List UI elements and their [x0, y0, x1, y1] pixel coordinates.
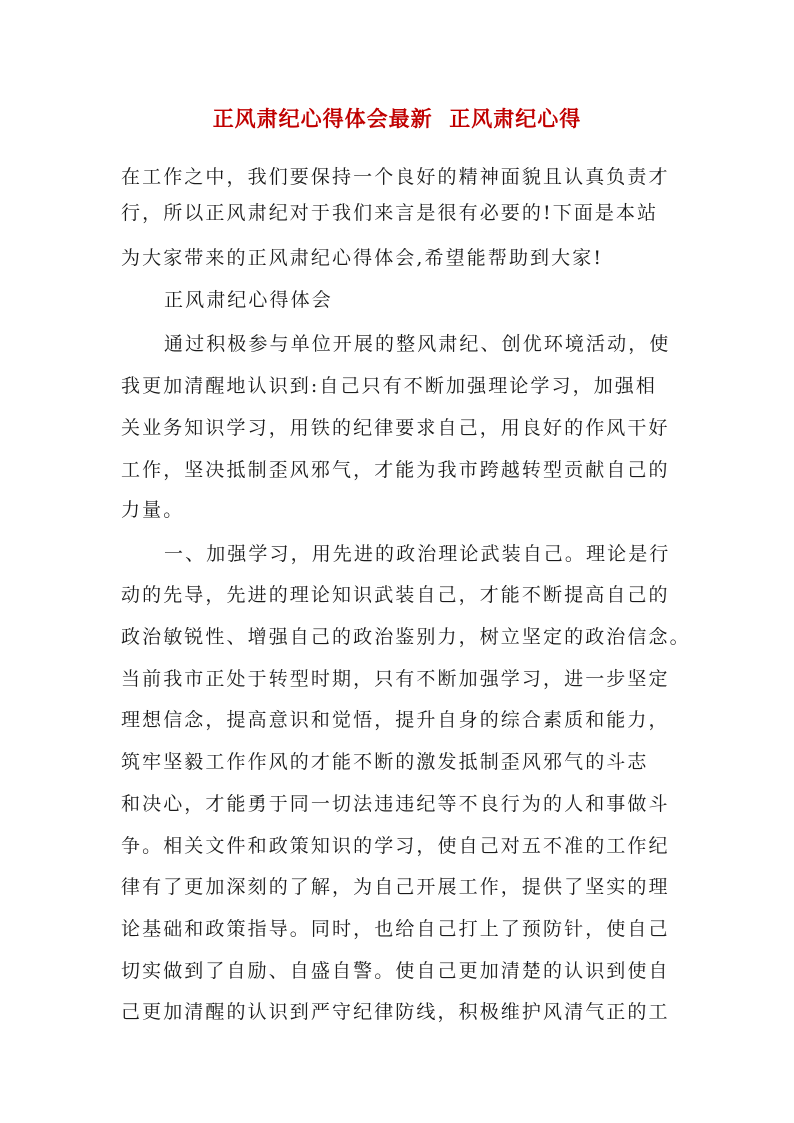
paragraph-line: 争。相关文件和政策知识的学习，使自己对五不准的工作纪 [121, 835, 670, 857]
paragraph-line: 律有了更加深刻的了解，为自己开展工作，提供了坚实的理 [121, 876, 670, 898]
paragraph-line: 当前我市正处于转型时期，只有不断加强学习，进一步坚定 [121, 668, 670, 690]
paragraph-line: 切实做到了自励、自盛自警。使自己更加清楚的认识到使自 [121, 960, 670, 982]
paragraph-line: 己更加清醒的认识到严守纪律防线，积极维护风清气正的工 [121, 1001, 670, 1023]
paragraph-line: 动的先导，先进的理论知识武装自己，才能不断提高自己的 [121, 584, 670, 606]
paragraph-line: 行，所以正风肃纪对于我们来言是很有必要的!下面是本站 [121, 202, 659, 224]
paragraph-line: 一、加强学习，用先进的政治理论武装自己。理论是行 [164, 543, 671, 565]
paragraph-line: 我更加清醒地认识到:自己只有不断加强理论学习，加强相 [121, 375, 658, 397]
paragraph-line: 筑牢坚毅工作作风的才能不断的激发抵制歪风邪气的斗志 [121, 751, 649, 773]
paragraph-line: 理想信念，提高意识和觉悟，提升自身的综合素质和能力， [121, 709, 670, 731]
paragraph-line: 关业务知识学习，用铁的纪律要求自己，用良好的作风干好 [121, 417, 670, 439]
document-title: 正风肃纪心得体会最新 正风肃纪心得 [212, 106, 582, 131]
paragraph-line: 通过积极参与单位开展的整风肃纪、创优环境活动，使 [164, 333, 671, 355]
paragraph-line: 工作，坚决抵制歪风邪气，才能为我市跨越转型贡献自己的 [121, 459, 670, 481]
paragraph-line: 为大家带来的正风肃纪心得体会,希望能帮助到大家! [121, 247, 604, 269]
paragraph-line: 论基础和政策指导。同时，也给自己打上了预防针，使自己 [121, 918, 670, 940]
paragraph-line: 力量。 [121, 499, 185, 521]
paragraph-line: 在工作之中，我们要保持一个良好的精神面貌且认真负责才 [121, 166, 670, 188]
paragraph-line: 和决心，才能勇于同一切法违违纪等不良行为的人和事做斗 [121, 793, 670, 815]
section-heading: 正风肃纪心得体会 [164, 289, 333, 311]
paragraph-line: 政治敏锐性、增强自己的政治鉴别力，树立坚定的政治信念。 [121, 626, 691, 648]
